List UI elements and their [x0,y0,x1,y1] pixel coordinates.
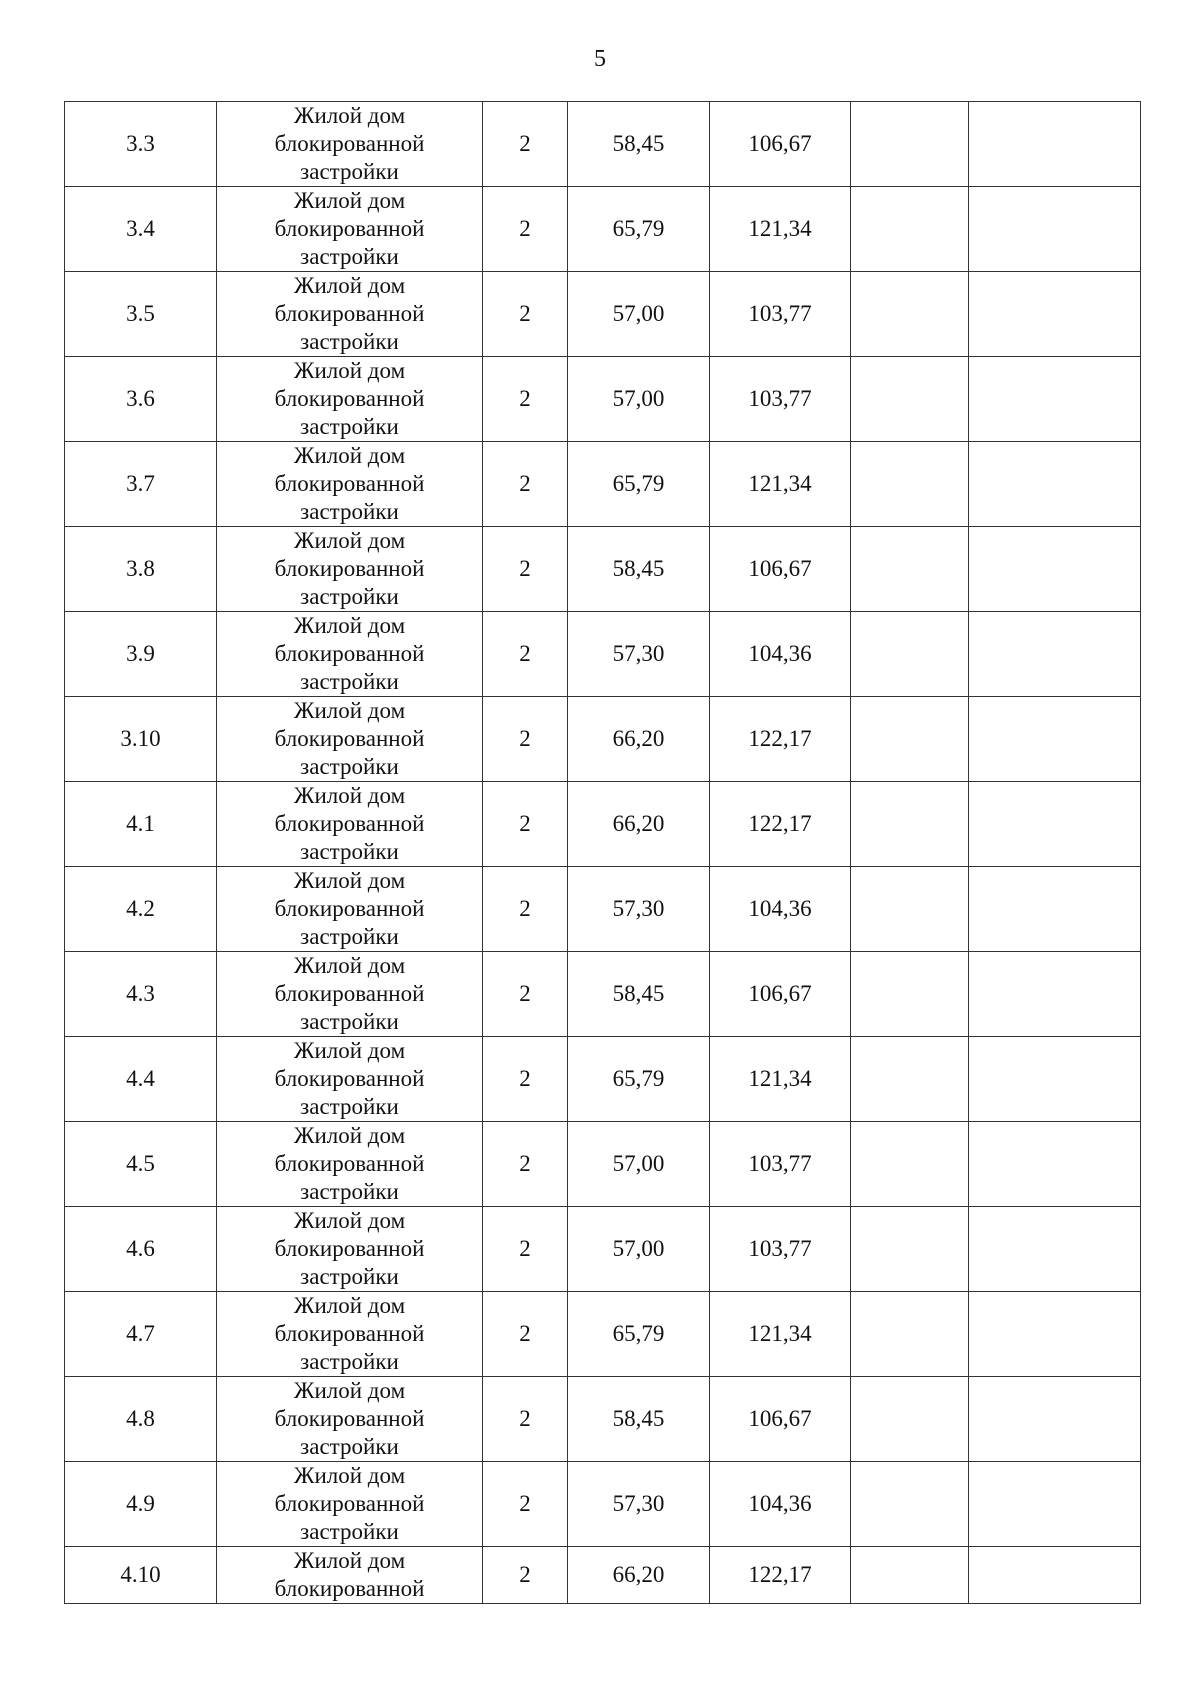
table-row [65,1377,1141,1462]
cell-floors: 2 [483,1122,568,1207]
cell-floors: 2 [483,1207,568,1292]
table-row [65,442,1141,527]
cell-floors: 2 [483,102,568,187]
table-row [65,867,1141,952]
cell-floors: 2 [483,867,568,952]
cell-area-2: 121,34 [710,1037,851,1122]
cell-area-1: 57,00 [568,357,710,442]
cell-empty-7 [969,952,1141,1037]
cell-empty-7 [969,782,1141,867]
cell-number: 3.6 [65,357,217,442]
cell-empty-7 [969,102,1141,187]
cell-area-2: 121,34 [710,442,851,527]
cell-empty-6 [851,1037,969,1122]
cell-building-type: Жилой дом блокированной застройки [217,1122,483,1207]
cell-building-type: Жилой дом блокированной застройки [217,1207,483,1292]
cell-floors: 2 [483,1037,568,1122]
cell-empty-7 [969,697,1141,782]
document-table-container [64,101,1141,1604]
table-row [65,187,1141,272]
cell-empty-6 [851,272,969,357]
cell-area-1: 57,00 [568,272,710,357]
table-row [65,697,1141,782]
cell-building-type: Жилой дом блокированной застройки [217,952,483,1037]
cell-number: 4.4 [65,1037,217,1122]
cell-empty-7 [969,867,1141,952]
cell-number: 3.4 [65,187,217,272]
cell-area-2: 122,17 [710,782,851,867]
table-row [65,272,1141,357]
cell-building-type: Жилой дом блокированной застройки [217,187,483,272]
table-row [65,102,1141,187]
cell-building-type: Жилой дом блокированной застройки [217,782,483,867]
cell-empty-6 [851,1547,969,1604]
table-row [65,782,1141,867]
cell-number: 3.9 [65,612,217,697]
cell-area-2: 104,36 [710,612,851,697]
cell-floors: 2 [483,612,568,697]
cell-empty-7 [969,1037,1141,1122]
cell-building-type: Жилой дом блокированной застройки [217,612,483,697]
cell-floors: 2 [483,1462,568,1547]
cell-empty-7 [969,1547,1141,1604]
cell-empty-6 [851,102,969,187]
cell-area-1: 57,30 [568,612,710,697]
buildings-table [64,101,1141,1604]
cell-area-1: 65,79 [568,442,710,527]
cell-floors: 2 [483,527,568,612]
cell-area-2: 104,36 [710,1462,851,1547]
cell-empty-7 [969,187,1141,272]
cell-floors: 2 [483,272,568,357]
cell-area-2: 106,67 [710,1377,851,1462]
cell-building-type: Жилой дом блокированной застройки [217,1037,483,1122]
cell-area-2: 106,67 [710,527,851,612]
table-row [65,1292,1141,1377]
cell-area-1: 66,20 [568,1547,710,1604]
cell-floors: 2 [483,952,568,1037]
cell-empty-6 [851,1122,969,1207]
cell-area-1: 66,20 [568,697,710,782]
cell-floors: 2 [483,357,568,442]
cell-number: 4.6 [65,1207,217,1292]
cell-building-type: Жилой дом блокированной застройки [217,102,483,187]
cell-floors: 2 [483,1377,568,1462]
cell-empty-6 [851,952,969,1037]
cell-area-1: 58,45 [568,952,710,1037]
cell-empty-6 [851,187,969,272]
cell-number: 4.8 [65,1377,217,1462]
cell-empty-6 [851,1292,969,1377]
cell-building-type: Жилой дом блокированной застройки [217,1462,483,1547]
cell-empty-7 [969,357,1141,442]
cell-floors: 2 [483,187,568,272]
cell-number: 3.3 [65,102,217,187]
table-row [65,1207,1141,1292]
cell-number: 4.2 [65,867,217,952]
cell-area-1: 57,00 [568,1207,710,1292]
cell-building-type: Жилой дом блокированной застройки [217,357,483,442]
cell-area-1: 58,45 [568,102,710,187]
table-row [65,1122,1141,1207]
cell-area-2: 121,34 [710,187,851,272]
cell-floors: 2 [483,1292,568,1377]
cell-number: 4.7 [65,1292,217,1377]
table-body [65,102,1141,1604]
cell-area-2: 103,77 [710,357,851,442]
cell-empty-7 [969,1122,1141,1207]
table-row [65,1462,1141,1547]
cell-area-2: 122,17 [710,1547,851,1604]
cell-area-1: 57,30 [568,1462,710,1547]
cell-area-1: 66,20 [568,782,710,867]
cell-building-type: Жилой дом блокированной застройки [217,1292,483,1377]
cell-area-2: 103,77 [710,1122,851,1207]
cell-building-type: Жилой дом блокированной [217,1547,483,1604]
cell-empty-6 [851,867,969,952]
cell-number: 4.1 [65,782,217,867]
cell-empty-6 [851,697,969,782]
cell-area-2: 106,67 [710,952,851,1037]
cell-number: 4.9 [65,1462,217,1547]
cell-area-1: 65,79 [568,187,710,272]
cell-number: 4.5 [65,1122,217,1207]
cell-empty-6 [851,527,969,612]
cell-number: 4.10 [65,1547,217,1604]
cell-empty-7 [969,1292,1141,1377]
cell-number: 3.5 [65,272,217,357]
cell-area-1: 57,30 [568,867,710,952]
cell-building-type: Жилой дом блокированной застройки [217,1377,483,1462]
cell-building-type: Жилой дом блокированной застройки [217,442,483,527]
cell-building-type: Жилой дом блокированной застройки [217,527,483,612]
page-number: 5 [594,46,606,72]
cell-area-2: 103,77 [710,272,851,357]
cell-area-1: 65,79 [568,1037,710,1122]
cell-area-1: 65,79 [568,1292,710,1377]
cell-empty-6 [851,612,969,697]
cell-floors: 2 [483,697,568,782]
cell-empty-7 [969,272,1141,357]
table-row [65,952,1141,1037]
cell-number: 3.10 [65,697,217,782]
cell-area-2: 104,36 [710,867,851,952]
cell-empty-6 [851,782,969,867]
cell-area-2: 121,34 [710,1292,851,1377]
cell-floors: 2 [483,782,568,867]
cell-building-type: Жилой дом блокированной застройки [217,867,483,952]
cell-empty-7 [969,527,1141,612]
cell-area-2: 122,17 [710,697,851,782]
cell-building-type: Жилой дом блокированной застройки [217,272,483,357]
cell-area-1: 58,45 [568,527,710,612]
cell-area-2: 103,77 [710,1207,851,1292]
cell-empty-7 [969,1377,1141,1462]
table-row [65,612,1141,697]
cell-number: 4.3 [65,952,217,1037]
cell-number: 3.7 [65,442,217,527]
cell-number: 3.8 [65,527,217,612]
cell-empty-7 [969,612,1141,697]
cell-floors: 2 [483,442,568,527]
cell-empty-7 [969,1207,1141,1292]
cell-empty-7 [969,1462,1141,1547]
cell-building-type: Жилой дом блокированной застройки [217,697,483,782]
table-row [65,357,1141,442]
cell-empty-6 [851,357,969,442]
cell-area-2: 106,67 [710,102,851,187]
cell-empty-6 [851,442,969,527]
cell-area-1: 58,45 [568,1377,710,1462]
cell-floors: 2 [483,1547,568,1604]
cell-empty-6 [851,1207,969,1292]
cell-empty-6 [851,1462,969,1547]
table-row [65,527,1141,612]
cell-empty-6 [851,1377,969,1462]
cell-empty-7 [969,442,1141,527]
table-row [65,1547,1141,1604]
cell-area-1: 57,00 [568,1122,710,1207]
table-row [65,1037,1141,1122]
